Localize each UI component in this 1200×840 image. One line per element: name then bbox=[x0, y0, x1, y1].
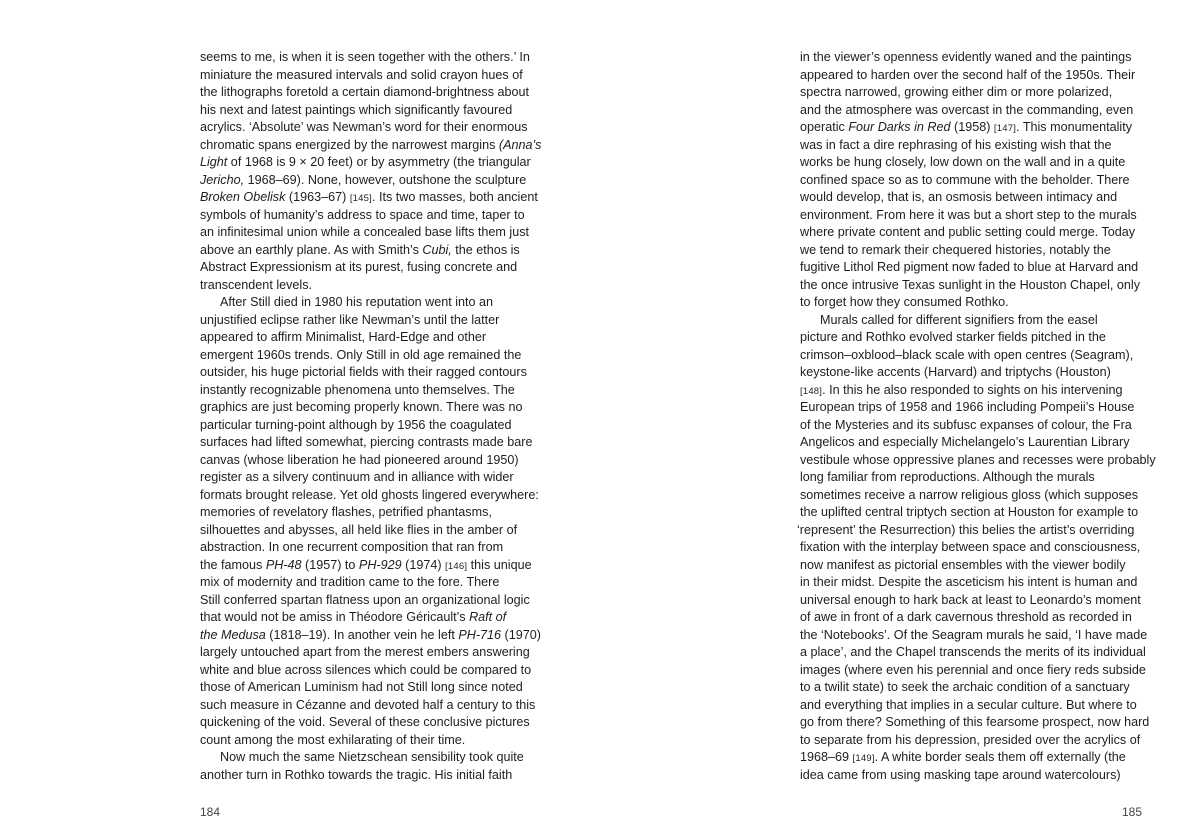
text-run: memories of revelatory flashes, petrified phantasms, bbox=[200, 505, 492, 519]
text-run: transcendent levels. bbox=[200, 277, 313, 292]
text-run: After Still died in 1980 his reputation went into an bbox=[220, 295, 494, 309]
text-run: abstraction. In one recurrent composition that ran from bbox=[200, 540, 504, 554]
text-run: of awe in front of a dark cavernous threshold as recorded in bbox=[800, 610, 1132, 624]
text-run: to forget how they consumed Rothko. bbox=[800, 295, 1009, 309]
text-run: (1958) bbox=[950, 120, 994, 134]
text-line bbox=[200, 609, 535, 627]
text-line bbox=[800, 259, 1140, 277]
artwork-title: Cubi, bbox=[422, 242, 452, 257]
text-line bbox=[800, 277, 1140, 295]
text-line bbox=[200, 364, 535, 382]
figure-reference: [149] bbox=[852, 753, 875, 764]
text-run: ‘represent’ the Resurrection) this belies the artist’s overriding bbox=[797, 522, 1135, 537]
text-line bbox=[800, 49, 1140, 67]
text-run: universal enough to hark back at least to Leonardo’s moment bbox=[800, 592, 1141, 607]
text-line bbox=[200, 189, 538, 207]
text-line bbox=[200, 574, 535, 592]
text-run: fixation with the interplay between space and consciousness, bbox=[800, 540, 1141, 554]
text-line bbox=[200, 434, 535, 452]
text-line bbox=[800, 767, 1140, 785]
text-run: operatic bbox=[800, 120, 849, 134]
text-run: the once intrusive Texas sunlight in the Houston Chapel, only bbox=[800, 277, 1141, 292]
figure-reference: [146] bbox=[445, 560, 468, 572]
text-run: seems to me, is when it is seen together with the others.’ In bbox=[200, 50, 530, 64]
text-line bbox=[200, 84, 535, 102]
text-line bbox=[200, 49, 535, 67]
text-run: . Its two masses, both ancient bbox=[371, 190, 538, 204]
text-line bbox=[800, 697, 1140, 715]
text-line bbox=[800, 242, 1140, 260]
text-line bbox=[800, 469, 1140, 487]
text-line bbox=[200, 732, 535, 750]
text-run: this unique bbox=[467, 557, 532, 572]
text-line bbox=[800, 679, 1140, 697]
text-line bbox=[800, 539, 1140, 557]
text-run: 1968–69 bbox=[800, 750, 853, 764]
text-line bbox=[800, 714, 1150, 732]
text-run: unjustified eclipse rather like Newman’s until the latter bbox=[200, 312, 500, 327]
text-line bbox=[800, 644, 1146, 662]
text-run: crimson–oxblood–black scale with open centres (Seagram), bbox=[800, 347, 1134, 362]
text-run: Angelicos and especially Michelangelo’s Laurentian Library bbox=[800, 435, 1130, 449]
text-line bbox=[800, 487, 1140, 505]
text-line bbox=[200, 329, 535, 347]
text-run: (1974) bbox=[401, 557, 446, 572]
text-line bbox=[800, 154, 1140, 172]
text-line bbox=[200, 522, 535, 540]
text-line bbox=[200, 417, 535, 435]
text-line bbox=[800, 609, 1140, 627]
text-run: mix of modernity and tradition came to the fore. There bbox=[200, 575, 500, 589]
text-run: European trips of 1958 and 1966 including Pompeii’s House bbox=[800, 400, 1135, 414]
text-line bbox=[200, 382, 535, 400]
text-run: 1968–69). None, however, outshone the sculpture bbox=[244, 172, 527, 187]
text-run: chromatic spans energized by the narrowest margins bbox=[200, 137, 499, 152]
text-run: fugitive Lithol Red pigment now faded to blue at Harvard and bbox=[800, 260, 1139, 274]
text-run: formats brought release. Yet old ghosts lingered everywhere: bbox=[200, 487, 539, 502]
text-line bbox=[200, 277, 535, 295]
text-run: his next and latest paintings which significantly favoured bbox=[200, 102, 513, 117]
text-line bbox=[797, 522, 1140, 540]
text-run: . In this he also responded to sights on his intervening bbox=[822, 382, 1123, 397]
text-run: we tend to remark their chequered histories, notably the bbox=[800, 242, 1111, 257]
text-run: an infinitesimal union while a concealed base lifts them just bbox=[200, 225, 530, 239]
text-line bbox=[200, 662, 535, 680]
text-run: Murals called for different signifiers from the easel bbox=[820, 312, 1098, 327]
text-run: environment. From here it was but a short step to the murals bbox=[800, 207, 1137, 222]
text-run: silhouettes and abysses, all held like flies in the amber of bbox=[200, 522, 518, 537]
text-run: to separate from his depression, presided over the acrylics of bbox=[800, 732, 1141, 747]
text-run: (1818–19). In another vein he left bbox=[265, 627, 459, 642]
text-line bbox=[200, 767, 535, 785]
text-line bbox=[200, 172, 535, 190]
text-run: above an earthly plane. As with Smith’s bbox=[200, 242, 423, 257]
text-run: the uplifted central triptych section at Houston for example to bbox=[800, 505, 1139, 519]
text-run: miniature the measured intervals and solid crayon hues of bbox=[200, 67, 523, 82]
text-line bbox=[800, 557, 1140, 575]
text-run: in their midst. Despite the asceticism his intent is human and bbox=[800, 575, 1138, 589]
text-run: such measure in Cézanne and devoted half a century to this bbox=[200, 697, 536, 712]
text-line bbox=[800, 189, 1140, 207]
text-run: confined space so as to commune with the beholder. There bbox=[800, 172, 1130, 187]
text-line bbox=[200, 557, 535, 575]
text-run: (1957) to bbox=[301, 557, 359, 572]
text-run: graphics are just becoming properly known. There was no bbox=[200, 400, 523, 414]
text-line bbox=[800, 627, 1148, 645]
text-run: surfaces had lifted somewhat, piercing contrasts made bare bbox=[200, 435, 533, 449]
text-run: and everything that implies in a secular culture. But where to bbox=[800, 697, 1137, 712]
text-line bbox=[800, 364, 1140, 382]
text-run: white and blue across silences which could be compared to bbox=[200, 662, 532, 677]
text-line bbox=[200, 137, 542, 155]
right-page bbox=[600, 0, 1200, 840]
text-run: of 1968 is 9 × 20 feet) or by asymmetry (the triangular bbox=[227, 155, 531, 169]
artwork-title: PH-929 bbox=[358, 557, 402, 572]
text-run: . A white border seals them off externally (the bbox=[874, 750, 1126, 764]
text-line bbox=[200, 749, 535, 767]
text-run: vestibule whose oppressive planes and recesses were probably bbox=[800, 452, 1156, 467]
text-line bbox=[800, 434, 1140, 452]
text-run: keystone-like accents (Harvard) and triptychs (Houston) bbox=[800, 365, 1111, 379]
text-line bbox=[200, 154, 535, 172]
text-run: emergent 1960s trends. Only Still in old age remained the bbox=[200, 347, 522, 362]
text-line bbox=[200, 679, 535, 697]
left-page-text bbox=[200, 49, 542, 784]
text-line bbox=[800, 732, 1140, 750]
text-run: works be hung closely, low down on the wall and in a quite bbox=[800, 155, 1126, 169]
text-line bbox=[200, 312, 535, 330]
text-run: would develop, that is, an osmosis between intimacy and bbox=[800, 190, 1118, 204]
text-line bbox=[800, 662, 1146, 680]
artwork-title: the Medusa bbox=[200, 627, 266, 642]
text-line bbox=[800, 452, 1156, 470]
text-run: the ‘Notebooks’. Of the Seagram murals he said, ‘I have made bbox=[800, 627, 1148, 642]
right-page-text bbox=[797, 49, 1156, 784]
text-run: symbols of humanity’s address to space and time, taper to bbox=[200, 207, 525, 222]
artwork-title: Jericho, bbox=[200, 172, 245, 187]
artwork-title: Raft of bbox=[469, 610, 507, 624]
page-number-right: 185 bbox=[1122, 805, 1143, 819]
text-run: now manifest as pictorial ensembles with the viewer bodily bbox=[800, 557, 1126, 572]
text-line bbox=[200, 644, 535, 662]
text-line bbox=[200, 539, 535, 557]
text-line bbox=[200, 67, 535, 85]
text-line bbox=[200, 259, 535, 277]
text-run: canvas (whose liberation he had pioneered around 1950) bbox=[200, 452, 519, 467]
text-run: the famous bbox=[200, 557, 266, 572]
text-run: long familiar from reproductions. Although the murals bbox=[800, 470, 1095, 484]
text-run: count among the most exhilarating of their time. bbox=[200, 732, 466, 747]
text-line bbox=[800, 312, 1140, 330]
text-line bbox=[200, 399, 535, 417]
text-line bbox=[800, 592, 1140, 610]
text-run: outsider, his huge pictorial fields with their ragged contours bbox=[200, 365, 527, 379]
text-run: Abstract Expressionism at its purest, fusing concrete and bbox=[200, 260, 518, 274]
text-run: register as a silvery continuum and in alliance with wider bbox=[200, 470, 514, 484]
text-run: the ethos is bbox=[451, 242, 520, 257]
text-run: idea came from using masking tape around watercolours) bbox=[800, 767, 1121, 782]
artwork-title: PH-48 bbox=[265, 557, 302, 572]
text-line bbox=[200, 592, 535, 610]
text-run: Now much the same Nietzschean sensibility took quite bbox=[220, 750, 524, 764]
text-line bbox=[200, 452, 535, 470]
text-run: spectra narrowed, growing either dim or more polarized, bbox=[800, 85, 1113, 99]
text-line bbox=[200, 242, 535, 260]
text-run: was in fact a dire rephrasing of his existing wish that the bbox=[800, 137, 1112, 152]
text-line bbox=[800, 224, 1140, 242]
text-line bbox=[800, 119, 1140, 137]
text-run: instantly recognizable phenomena unto themselves. The bbox=[200, 382, 515, 397]
text-line bbox=[800, 504, 1140, 522]
text-run: appeared to affirm Minimalist, Hard-Edge and other bbox=[200, 330, 487, 344]
text-run: a place’, and the Chapel transcends the merits of its individual bbox=[800, 645, 1146, 659]
text-run: in the viewer’s openness evidently waned and the paintings bbox=[800, 50, 1132, 64]
text-run: (1970) bbox=[501, 627, 541, 642]
text-line bbox=[200, 294, 535, 312]
text-run: images (where even his perennial and once fiery reds subside bbox=[800, 662, 1146, 677]
text-line bbox=[800, 399, 1140, 417]
figure-reference: [147] bbox=[993, 123, 1017, 134]
text-run: sometimes receive a narrow religious gloss (which supposes bbox=[800, 487, 1139, 502]
text-line bbox=[800, 84, 1140, 102]
text-line bbox=[200, 627, 541, 645]
text-line bbox=[800, 137, 1140, 155]
text-line bbox=[200, 224, 535, 242]
text-line bbox=[800, 574, 1140, 592]
text-run: particular turning-point although by 1956 the coagulated bbox=[200, 417, 512, 432]
text-run: . This monumentality bbox=[1016, 120, 1133, 134]
text-line bbox=[200, 697, 535, 715]
text-run: largely untouched apart from the merest embers answering bbox=[200, 645, 530, 659]
page-number-left: 184 bbox=[200, 805, 221, 819]
text-line bbox=[800, 172, 1140, 190]
text-line bbox=[800, 294, 1140, 312]
artwork-title: Four Darks in Red bbox=[848, 120, 951, 134]
text-line bbox=[800, 749, 1140, 767]
text-line bbox=[200, 119, 535, 137]
text-run: of the Mysteries and its subfusc expanses of colour, the Fra bbox=[800, 417, 1132, 432]
figure-reference: [148] bbox=[800, 385, 823, 397]
text-run: to a twilit state) to seek the archaic condition of a sanctuary bbox=[800, 680, 1130, 694]
text-line bbox=[200, 347, 535, 365]
text-run: where private content and public setting could merge. Today bbox=[800, 225, 1136, 239]
text-line bbox=[200, 469, 535, 487]
text-line bbox=[200, 504, 535, 522]
text-run: the lithographs foretold a certain diamond-brightness about bbox=[200, 85, 530, 99]
text-run: picture and Rothko evolved starker fields pitched in the bbox=[800, 330, 1106, 344]
artwork-title: Broken Obelisk bbox=[200, 190, 286, 204]
text-run: appeared to harden over the second half of the 1950s. Their bbox=[800, 67, 1136, 82]
artwork-title: Light bbox=[200, 155, 228, 169]
text-line bbox=[200, 714, 535, 732]
text-line bbox=[200, 102, 535, 120]
text-run: Still conferred spartan flatness upon an organizational logic bbox=[200, 592, 530, 607]
text-line bbox=[200, 487, 539, 505]
text-run: go from there? Something of this fearsome prospect, now hard bbox=[800, 715, 1150, 729]
text-line bbox=[800, 347, 1140, 365]
artwork-title: (Anna’s bbox=[498, 137, 542, 152]
text-line bbox=[800, 382, 1140, 400]
text-line bbox=[800, 67, 1140, 85]
text-run: another turn in Rothko towards the tragic. His initial faith bbox=[200, 767, 513, 782]
text-line bbox=[800, 102, 1140, 120]
text-run: (1963–67) bbox=[285, 190, 350, 204]
text-run: and the atmosphere was overcast in the commanding, even bbox=[800, 102, 1134, 117]
artwork-title: PH-716 bbox=[458, 627, 502, 642]
text-line bbox=[800, 329, 1140, 347]
figure-reference: [145] bbox=[349, 193, 372, 204]
text-line bbox=[200, 207, 535, 225]
text-run: that would not be amiss in Théodore Géricault’s bbox=[200, 610, 470, 624]
text-run: acrylics. ‘Absolute’ was Newman’s word for their enormous bbox=[200, 120, 528, 134]
text-run: quickening of the void. Several of these conclusive pictures bbox=[200, 715, 530, 729]
text-line bbox=[800, 207, 1140, 225]
text-line bbox=[800, 417, 1140, 435]
text-run: those of American Luminism had not Still long since noted bbox=[200, 680, 523, 694]
